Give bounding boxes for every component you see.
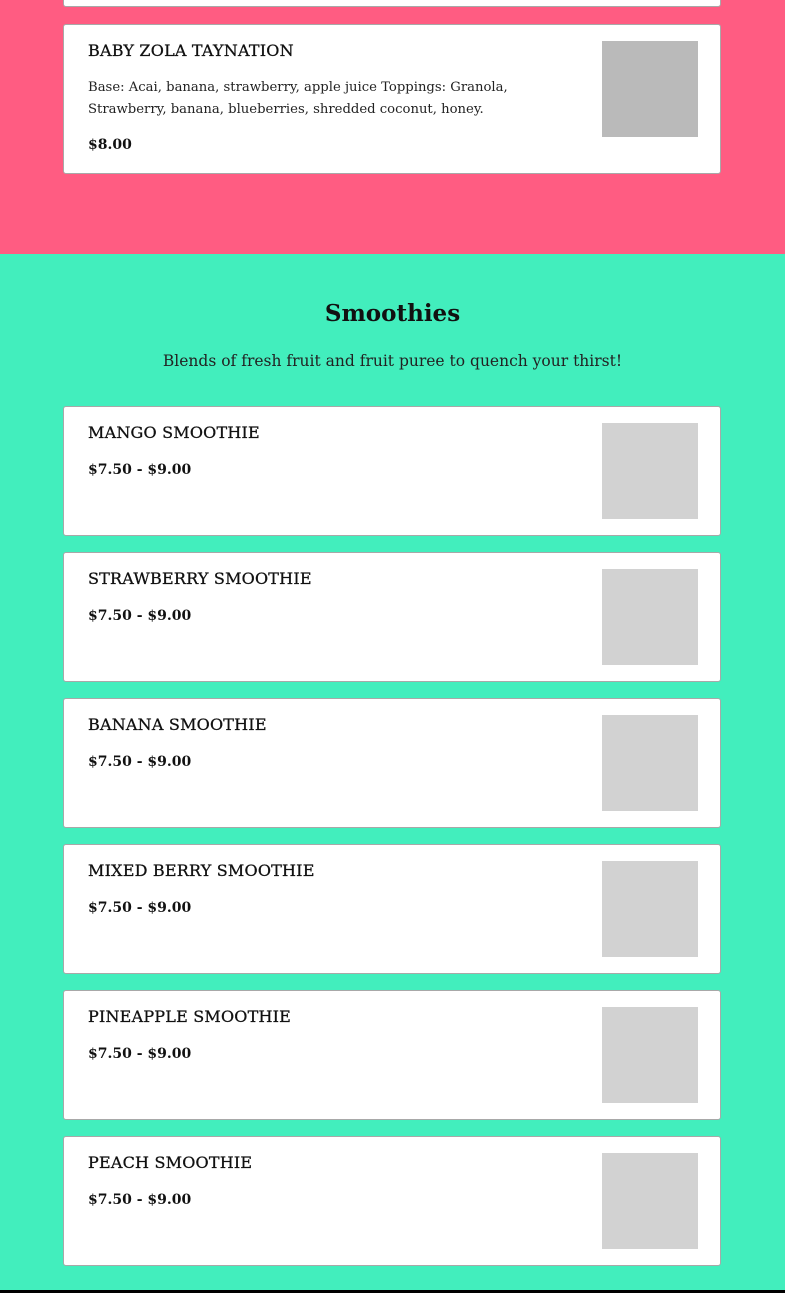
menu-item-image-placeholder	[602, 715, 698, 811]
menu-item-card-baby-zola-taynation[interactable]	[63, 24, 721, 174]
menu-item-name: BABY ZOLA TAYNATION	[88, 41, 294, 60]
menu-item-name: MANGO SMOOTHIE	[88, 423, 260, 442]
menu-item-image-placeholder	[602, 861, 698, 957]
acai-bowls-section	[0, 0, 785, 254]
menu-item-name: MIXED BERRY SMOOTHIE	[88, 861, 315, 880]
menu-item-price: $7.50 - $9.00	[88, 754, 192, 770]
menu-item-price: $7.50 - $9.00	[88, 1046, 192, 1062]
menu-item-card-banana-smoothie[interactable]	[63, 698, 721, 828]
menu-item-image-placeholder	[602, 1153, 698, 1249]
menu-item-image-placeholder	[602, 1007, 698, 1103]
menu-item-card-strawberry-smoothie[interactable]	[63, 552, 721, 682]
smoothies-section	[0, 254, 785, 1290]
menu-item-price: $7.50 - $9.00	[88, 608, 192, 624]
menu-item-price: $7.50 - $9.00	[88, 462, 192, 478]
menu-item-card-peach-smoothie[interactable]	[63, 1136, 721, 1266]
menu-item-card-pineapple-smoothie[interactable]	[63, 990, 721, 1120]
menu-item-card-mixed-berry-smoothie[interactable]	[63, 844, 721, 974]
menu-item-name: PEACH SMOOTHIE	[88, 1153, 253, 1172]
menu-item-price: $7.50 - $9.00	[88, 900, 192, 916]
menu-item-image-placeholder	[602, 569, 698, 665]
menu-item-image-placeholder	[602, 423, 698, 519]
menu-item-price: $8.00	[88, 137, 132, 153]
menu-item-card-mango-smoothie[interactable]	[63, 406, 721, 536]
menu-item-name: BANANA SMOOTHIE	[88, 715, 267, 734]
menu-item-price: $7.50 - $9.00	[88, 1192, 192, 1208]
menu-item-card-previous[interactable]	[63, 0, 721, 7]
menu-item-name: STRAWBERRY SMOOTHIE	[88, 569, 312, 588]
section-subtitle: Blends of fresh fruit and fruit puree to quench your thirst!	[162, 352, 623, 370]
menu-item-image-placeholder	[602, 41, 698, 137]
menu-item-name: PINEAPPLE SMOOTHIE	[88, 1007, 292, 1026]
menu-item-description: Base: Acai, banana, strawberry, apple juice Toppings: Granola, Strawberry, banana, blueberries, shredded coconut, honey.	[88, 80, 508, 117]
section-title: Smoothies	[324, 300, 461, 327]
